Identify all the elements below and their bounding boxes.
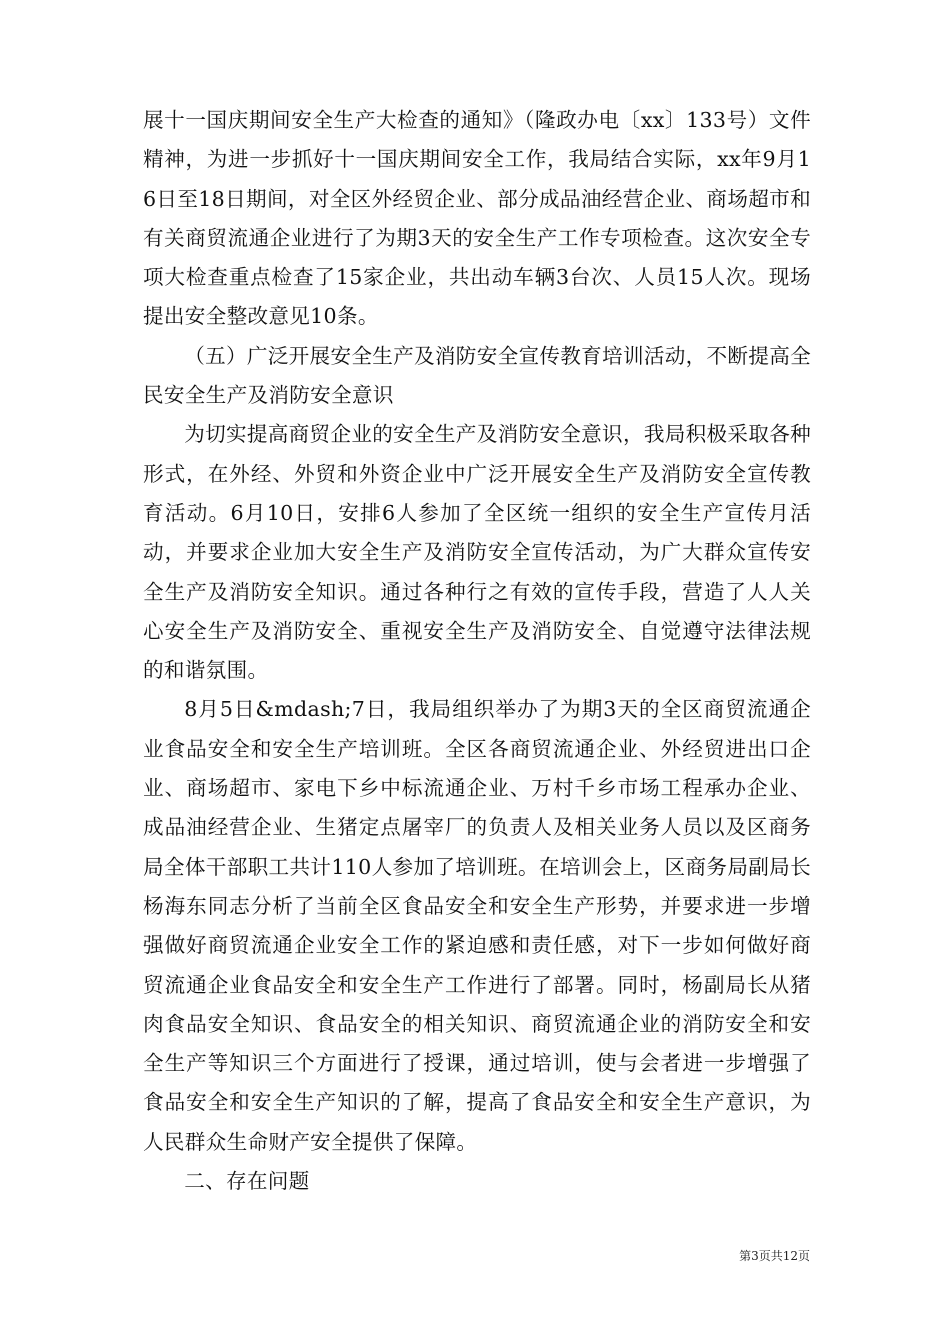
paragraph-training-course: 8月5日&mdash;7日，我局组织举办了为期3天的全区商贸流通企业食品安全和安全生产培训班。全区各商贸流通企业、外经贸进出口企业、商场超市、家电下乡中标流通企业、万村千乡市场工程承办企业、成品油经营企业、生猪定点屠宰厂的负责人及相关业务人员以及区商务局全体干部职工共计110人参加了培训班。在培训会上，区商务局副局长杨海东同志分析了当前全区食品安全和安全生产形势，并要求进一步增强做好商贸流通企业安全工作的紧迫感和责任感，对下一步如何做好商贸流通企业食品安全和安全生产工作进行了部署。同时，杨副局长从猪肉食品安全知识、食品安全的相关知识、商贸流通企业的消防安全和安全生产等知识三个方面进行了授课，通过培训，使与会者进一步增强了食品安全和安全生产知识的了解，提高了食品安全和安全生产意识，为人民群众生命财产安全提供了保障。: [143, 697, 811, 1154]
document-body: [143, 101, 811, 1201]
page-number-footer: 第3页共12页: [739, 1249, 810, 1263]
paragraph-publicity-activities: 为切实提高商贸企业的安全生产及消防安全意识，我局积极采取各种形式，在外经、外贸和外资企业中广泛开展安全生产及消防安全宣传教育活动。6月10日，安排6人参加了全区统一组织的安全生产宣传月活动，并要求企业加大安全生产及消防安全宣传活动，为广大群众宣传安全生产及消防安全知识。通过各种行之有效的宣传手段，营造了人人关心安全生产及消防安全、重视安全生产及消防安全、自觉遵守法律法规的和谐氛围。: [143, 422, 811, 683]
section-heading-problems: 二、存在问题: [184, 1169, 310, 1194]
subheading-publicity-training: （五）广泛开展安全生产及消防安全宣传教育培训活动，不断提高全民安全生产及消防安全意识: [143, 343, 811, 408]
paragraph-inspection-continued: 展十一国庆期间安全生产大检查的通知》（隆政办电〔xx〕133号）文件精神，为进一步抓好十一国庆期间安全工作，我局结合实际，xx年9月16日至18日期间，对全区外经贸企业、部分成品油经营企业、商场超市和有关商贸流通企业进行了为期3天的安全生产工作专项检查。这次安全专项大检查重点检查了15家企业，共出动车辆3台次、人员15人次。现场提出安全整改意见10条。: [143, 108, 811, 329]
